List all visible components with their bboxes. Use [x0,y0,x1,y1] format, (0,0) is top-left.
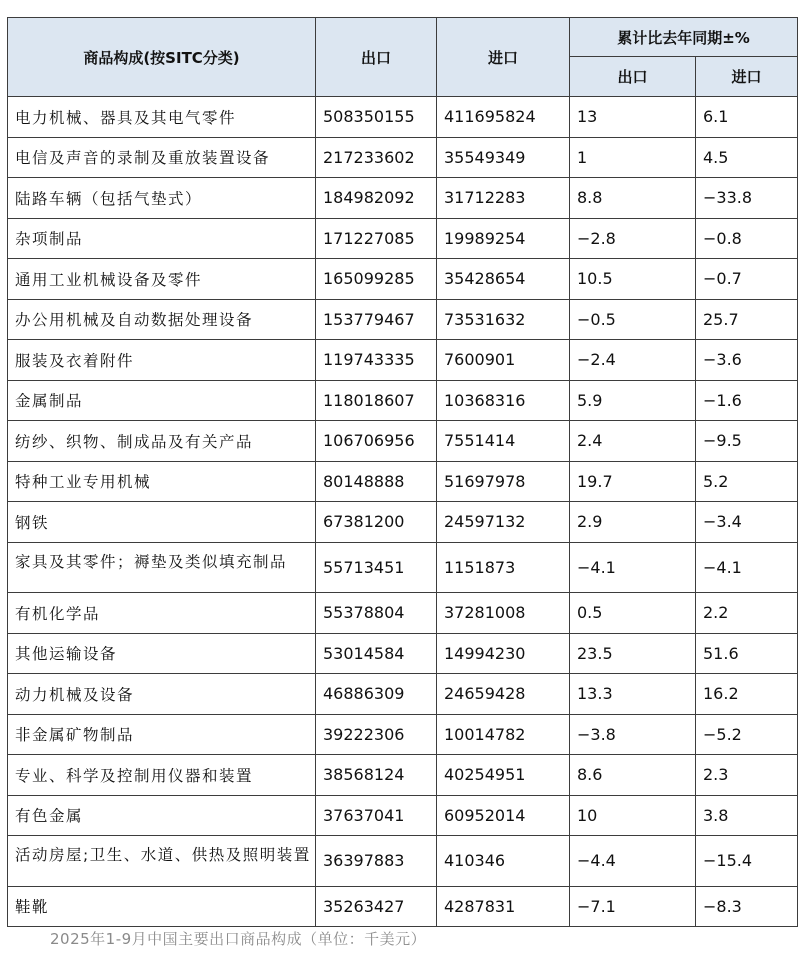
table-row [8,542,798,593]
commodity-name-cell: 特种工业专用机械 [8,461,316,502]
export-value-cell: 53014584 [316,633,437,674]
commodity-name-cell: 服装及衣着附件 [8,340,316,381]
table-row [8,795,798,836]
export-yoy-cell: 8.6 [570,755,696,796]
import-value-cell: 35428654 [437,259,570,300]
commodity-name-cell: 非金属矿物制品 [8,714,316,755]
import-value-cell: 60952014 [437,795,570,836]
table-row [8,380,798,421]
import-value-cell: 19989254 [437,218,570,259]
table-row [8,836,798,887]
commodity-name-cell: 金属制品 [8,380,316,421]
export-yoy-cell: 0.5 [570,593,696,634]
import-value-cell: 37281008 [437,593,570,634]
import-yoy-cell: 3.8 [696,795,798,836]
export-yoy-cell: 10.5 [570,259,696,300]
import-yoy-cell: −33.8 [696,178,798,219]
export-yoy-cell: −7.1 [570,886,696,927]
export-yoy-cell: −3.8 [570,714,696,755]
export-yoy-cell: 10 [570,795,696,836]
commodity-name-cell [8,836,316,887]
table-row [8,755,798,796]
export-value-cell: 38568124 [316,755,437,796]
export-yoy-cell: 2.4 [570,421,696,462]
import-yoy-cell: −4.1 [696,542,798,593]
trade-table [7,17,798,927]
import-yoy-cell: 2.3 [696,755,798,796]
table-row [8,714,798,755]
commodity-name-cell: 纺纱、织物、制成品及有关产品 [8,421,316,462]
export-yoy-cell: 1 [570,137,696,178]
export-yoy-cell: 2.9 [570,502,696,543]
import-value-cell: 410346 [437,836,570,887]
export-value-cell: 153779467 [316,299,437,340]
commodity-name-text: 家具及其零件；褥垫及类似填充制品 [15,552,288,571]
commodity-name-cell: 其他运输设备 [8,633,316,674]
table-row [8,97,798,138]
import-value-cell: 24597132 [437,502,570,543]
header-yoy-import: 进口 [696,57,798,97]
export-value-cell: 55378804 [316,593,437,634]
import-value-cell: 73531632 [437,299,570,340]
import-yoy-cell: −0.7 [696,259,798,300]
import-yoy-cell: −5.2 [696,714,798,755]
import-yoy-cell: 6.1 [696,97,798,138]
import-yoy-cell: 51.6 [696,633,798,674]
import-yoy-cell: −1.6 [696,380,798,421]
header-yoy-export: 出口 [570,57,696,97]
table-row [8,502,798,543]
commodity-name-cell: 办公用机械及自动数据处理设备 [8,299,316,340]
commodity-name-cell: 鞋靴 [8,886,316,927]
export-yoy-cell: −2.4 [570,340,696,381]
commodity-name-cell: 有色金属 [8,795,316,836]
export-yoy-cell: −0.5 [570,299,696,340]
commodity-name-cell: 动力机械及设备 [8,674,316,715]
import-value-cell: 31712283 [437,178,570,219]
commodity-name-cell: 电信及声音的录制及重放装置设备 [8,137,316,178]
export-yoy-cell: −4.1 [570,542,696,593]
import-yoy-cell: −0.8 [696,218,798,259]
export-value-cell: 118018607 [316,380,437,421]
header-yoy: 累计比去年同期±% [570,18,798,57]
table-row [8,461,798,502]
table-row [8,633,798,674]
table-row [8,218,798,259]
import-value-cell: 7551414 [437,421,570,462]
commodity-name-cell: 有机化学品 [8,593,316,634]
export-value-cell: 35263427 [316,886,437,927]
commodity-name-cell: 陆路车辆（包括气垫式） [8,178,316,219]
import-yoy-cell: 5.2 [696,461,798,502]
import-yoy-cell: −9.5 [696,421,798,462]
table-row [8,674,798,715]
export-value-cell: 46886309 [316,674,437,715]
import-value-cell: 10014782 [437,714,570,755]
import-yoy-cell: 16.2 [696,674,798,715]
table-body [8,97,798,927]
table-row [8,886,798,927]
table-row [8,259,798,300]
table-row [8,340,798,381]
table-row [8,137,798,178]
header-import: 进口 [437,18,570,97]
export-value-cell: 37637041 [316,795,437,836]
commodity-name-cell: 专业、科学及控制用仪器和装置 [8,755,316,796]
import-value-cell: 40254951 [437,755,570,796]
import-value-cell: 10368316 [437,380,570,421]
commodity-name-cell [8,542,316,593]
export-yoy-cell: 23.5 [570,633,696,674]
import-value-cell: 411695824 [437,97,570,138]
export-value-cell: 217233602 [316,137,437,178]
commodity-name-text: 活动房屋;卫生、水道、供热及照明装置 [15,846,311,864]
import-yoy-cell: −3.4 [696,502,798,543]
import-value-cell: 1151873 [437,542,570,593]
import-value-cell: 4287831 [437,886,570,927]
export-value-cell: 36397883 [316,836,437,887]
export-value-cell: 106706956 [316,421,437,462]
table-row [8,299,798,340]
table-row [8,421,798,462]
export-yoy-cell: 8.8 [570,178,696,219]
export-value-cell: 39222306 [316,714,437,755]
export-value-cell: 55713451 [316,542,437,593]
import-yoy-cell: −3.6 [696,340,798,381]
export-value-cell: 508350155 [316,97,437,138]
export-value-cell: 80148888 [316,461,437,502]
export-yoy-cell: 19.7 [570,461,696,502]
export-yoy-cell: 13.3 [570,674,696,715]
export-yoy-cell: −2.8 [570,218,696,259]
import-yoy-cell: −8.3 [696,886,798,927]
import-yoy-cell: 4.5 [696,137,798,178]
import-yoy-cell: 25.7 [696,299,798,340]
table-row [8,178,798,219]
table-caption: 2025年1-9月中国主要出口商品构成（单位：千美元） [50,930,427,948]
header-export: 出口 [316,18,437,97]
commodity-name-cell: 杂项制品 [8,218,316,259]
import-value-cell: 51697978 [437,461,570,502]
export-value-cell: 67381200 [316,502,437,543]
export-yoy-cell: 5.9 [570,380,696,421]
commodity-name-cell: 钢铁 [8,502,316,543]
import-value-cell: 35549349 [437,137,570,178]
export-value-cell: 165099285 [316,259,437,300]
export-value-cell: 171227085 [316,218,437,259]
import-yoy-cell: −15.4 [696,836,798,887]
export-yoy-cell: 13 [570,97,696,138]
export-value-cell: 184982092 [316,178,437,219]
commodity-name-cell: 通用工业机械设备及零件 [8,259,316,300]
import-yoy-cell: 2.2 [696,593,798,634]
export-value-cell: 119743335 [316,340,437,381]
export-yoy-cell: −4.4 [570,836,696,887]
import-value-cell: 14994230 [437,633,570,674]
commodity-name-cell: 电力机械、器具及其电气零件 [8,97,316,138]
import-value-cell: 24659428 [437,674,570,715]
import-value-cell: 7600901 [437,340,570,381]
header-category: 商品构成(按SITC分类) [8,18,316,97]
table-row [8,593,798,634]
